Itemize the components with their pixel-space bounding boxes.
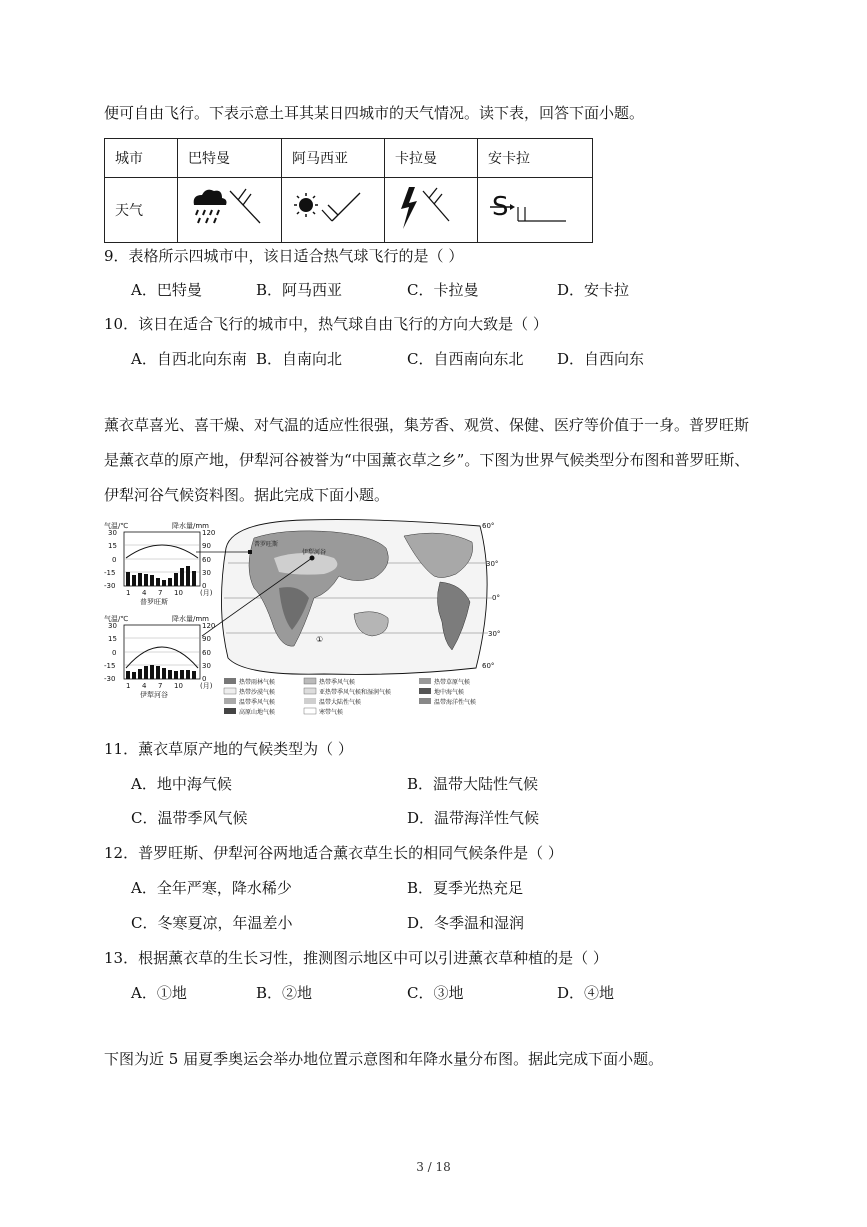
closing-text: 下图为近 5 届夏季奥运会举办地位置示意图和年降水量分布图。据此完成下面小题。 xyxy=(104,1050,664,1068)
svg-text:90: 90 xyxy=(202,635,211,643)
q11-option-d[interactable]: D．温带海洋性气候 xyxy=(407,809,540,827)
question-9: 9．表格所示四城市中，该日适合热气球飞行的是（ ） xyxy=(104,247,464,265)
rain-cloud-wind-icon xyxy=(188,183,268,233)
weather-cell-batman xyxy=(178,178,282,243)
header-batman: 巴特曼 xyxy=(178,139,282,178)
svg-text:120: 120 xyxy=(202,529,216,537)
svg-text:热带沙漠气候: 热带沙漠气候 xyxy=(239,689,276,696)
svg-text:热带雨林气候: 热带雨林气候 xyxy=(239,679,276,686)
svg-text:0: 0 xyxy=(202,582,207,590)
q9-option-c[interactable]: C．卡拉曼 xyxy=(407,281,479,299)
header-ankara: 安卡拉 xyxy=(478,139,593,178)
q13-option-a[interactable]: A．①地 xyxy=(131,984,187,1002)
svg-text:60°: 60° xyxy=(482,522,495,530)
question-12: 12．普罗旺斯、伊犁河谷两地适合薰衣草生长的相同气候条件是（ ） xyxy=(104,844,563,862)
svg-text:15: 15 xyxy=(108,542,117,550)
svg-text:30°: 30° xyxy=(486,560,499,568)
svg-text:-15: -15 xyxy=(104,569,116,577)
svg-text:15: 15 xyxy=(108,635,117,643)
map-label-provence: 普罗旺斯 xyxy=(254,541,279,548)
svg-text:热带季风气候: 热带季风气候 xyxy=(319,679,356,686)
climate-figure xyxy=(104,518,500,723)
svg-text:30°: 30° xyxy=(488,630,500,638)
svg-text:90: 90 xyxy=(202,542,211,550)
svg-text:7: 7 xyxy=(158,589,163,597)
svg-text:温带季风气候: 温带季风气候 xyxy=(239,699,276,706)
chart1-left-title: 气温/℃ xyxy=(104,522,129,530)
q12-option-b[interactable]: B．夏季光热充足 xyxy=(407,879,524,897)
svg-text:30: 30 xyxy=(202,662,211,670)
svg-text:4: 4 xyxy=(142,589,147,597)
q11-option-b[interactable]: B．温带大陆性气候 xyxy=(407,775,539,793)
map-label-ili: 伊犁河谷 xyxy=(302,549,327,556)
sunny-wind-icon xyxy=(292,183,372,233)
q10-option-c[interactable]: C．自西南向东北 xyxy=(407,350,524,368)
header-amasya: 阿马西亚 xyxy=(282,139,385,178)
climate-figure-svg xyxy=(104,518,500,723)
q13-option-d[interactable]: D．④地 xyxy=(557,984,615,1002)
q9-option-b[interactable]: B．阿马西亚 xyxy=(256,281,343,299)
q13-option-b[interactable]: B．②地 xyxy=(256,984,313,1002)
climate-chart-provence xyxy=(104,521,215,606)
svg-text:30: 30 xyxy=(108,529,117,537)
svg-text:60°: 60° xyxy=(482,662,495,670)
svg-text:-30: -30 xyxy=(104,675,116,683)
q9-option-d[interactable]: D．安卡拉 xyxy=(557,281,630,299)
map-legend xyxy=(224,678,476,716)
svg-text:热带草原气候: 热带草原气候 xyxy=(434,679,471,686)
map-label-1: ① xyxy=(316,635,324,644)
question-13: 13．根据薰衣草的生长习性，推测图示地区中可以引进薰衣草种植的是（ ） xyxy=(104,949,608,967)
weather-cell-ankara xyxy=(478,178,593,243)
svg-text:10: 10 xyxy=(174,682,183,690)
q12-option-a[interactable]: A．全年严寒，降水稀少 xyxy=(131,879,292,897)
chart2-caption: 伊犁河谷 xyxy=(140,691,168,699)
svg-text:温带海洋性气候: 温带海洋性气候 xyxy=(434,699,477,706)
q9-option-a[interactable]: A．巴特曼 xyxy=(131,281,202,299)
header-city: 城市 xyxy=(105,139,178,178)
q10-option-d[interactable]: D．自西向东 xyxy=(557,350,645,368)
svg-text:(月): (月) xyxy=(200,589,213,597)
q12-option-c[interactable]: C．冬寒夏凉，年温差小 xyxy=(131,914,293,932)
weather-cell-karaman xyxy=(385,178,478,243)
svg-text:0: 0 xyxy=(112,649,117,657)
svg-text:S: S xyxy=(492,192,509,222)
svg-text:温带大陆性气候: 温带大陆性气候 xyxy=(319,699,362,706)
world-climate-map xyxy=(196,520,500,675)
svg-text:亚热带季风气候和湿润气候: 亚热带季风气候和湿润气候 xyxy=(319,689,392,696)
svg-text:-30: -30 xyxy=(104,582,116,590)
svg-text:-15: -15 xyxy=(104,662,116,670)
q10-option-a[interactable]: A．自西北向东南 xyxy=(131,350,247,368)
svg-text:10: 10 xyxy=(174,589,183,597)
chart2-left-title: 气温/℃ xyxy=(104,615,129,623)
svg-text:4: 4 xyxy=(142,682,147,690)
question-11: 11．薰衣草原产地的气候类型为（ ） xyxy=(104,740,353,758)
svg-text:120: 120 xyxy=(202,622,216,630)
intro-text: 便可自由飞行。下表示意土耳其某日四城市的天气情况。读下表，回答下面小题。 xyxy=(104,104,645,122)
thunder-wind-icon xyxy=(395,183,465,233)
page-number: 3 / 18 xyxy=(416,1160,451,1174)
passage-line-3: 伊犁河谷气候资料图。据此完成下面小题。 xyxy=(104,486,390,504)
svg-text:地中海气候: 地中海气候 xyxy=(434,689,465,696)
svg-text:0°: 0° xyxy=(492,594,500,602)
svg-text:30: 30 xyxy=(202,569,211,577)
passage-line-2: 是薰衣草的原产地，伊犁河谷被誉为“中国薰衣草之乡”。下图为世界气候类型分布图和普罗旺斯、 xyxy=(104,451,750,469)
svg-text:7: 7 xyxy=(158,682,163,690)
svg-text:1: 1 xyxy=(126,682,131,690)
chart1-caption: 普罗旺斯 xyxy=(140,598,168,606)
svg-text:0: 0 xyxy=(202,675,207,683)
header-karaman: 卡拉曼 xyxy=(385,139,478,178)
q11-option-a[interactable]: A．地中海气候 xyxy=(131,775,232,793)
q12-option-d[interactable]: D．冬季温和湿润 xyxy=(407,914,525,932)
svg-text:60: 60 xyxy=(202,556,211,564)
chart1-right-title: 降水量/mm xyxy=(172,522,209,530)
svg-text:60: 60 xyxy=(202,649,211,657)
passage-line-1: 薰衣草喜光、喜干燥、对气温的适应性很强，集芳香、观赏、保健、医疗等价值于一身。普罗旺斯 xyxy=(104,416,750,434)
weather-table xyxy=(104,138,593,243)
svg-text:寒带气候: 寒带气候 xyxy=(319,709,344,716)
q10-option-b[interactable]: B．自南向北 xyxy=(256,350,343,368)
svg-text:0: 0 xyxy=(112,556,117,564)
svg-text:1: 1 xyxy=(126,589,131,597)
climate-chart-ili xyxy=(104,614,215,699)
svg-text:(月): (月) xyxy=(200,682,213,690)
weather-cell-amasya xyxy=(282,178,385,243)
chart2-right-title: 降水量/mm xyxy=(172,615,209,623)
svg-text:高原山地气候: 高原山地气候 xyxy=(239,709,276,716)
q13-option-c[interactable]: C．③地 xyxy=(407,984,464,1002)
svg-text:30: 30 xyxy=(108,622,117,630)
q11-option-c[interactable]: C．温带季风气候 xyxy=(131,809,248,827)
table-row xyxy=(105,178,593,243)
row-label-weather: 天气 xyxy=(105,178,178,243)
table-row xyxy=(105,139,593,178)
sandstorm-wind-icon xyxy=(488,183,578,233)
question-10: 10．该日在适合飞行的城市中，热气球自由飞行的方向大致是（ ） xyxy=(104,315,548,333)
